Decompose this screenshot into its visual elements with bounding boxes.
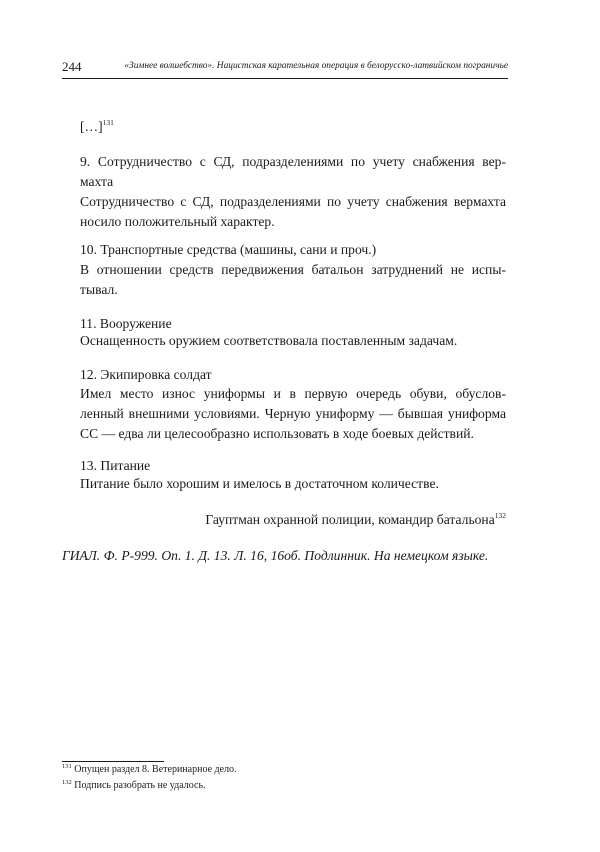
page-header	[62, 58, 508, 79]
archive-reference: ГИАЛ. Ф. Р-999. Оп. 1. Д. 13. Л. 16, 16об. Подлинник. На немецком языке.	[62, 548, 489, 563]
section-12-text	[80, 384, 506, 444]
section-9-text	[80, 192, 506, 232]
section-12-heading: 12. Экипировка солдат	[80, 367, 212, 382]
signature-line: Гауптман охранной полиции, командир батальона$^{132}$	[205, 511, 506, 527]
section-9-text-line: Сотрудничество с СД, подразделениями по учету снабжения вермахта	[80, 194, 506, 209]
section-9-heading	[80, 152, 506, 192]
footnote-ref-131[interactable]: 131	[102, 118, 114, 127]
section-10-text	[80, 260, 506, 300]
section-11-heading: 11. Вооружение	[80, 316, 172, 331]
footnote-separator	[62, 761, 164, 762]
section-10-text-line: тывал.	[80, 282, 118, 297]
footnote-ref-132[interactable]: 132	[494, 511, 506, 520]
section-9-text-line: носило положительный характер.	[80, 214, 275, 229]
page-number: 244	[62, 59, 82, 74]
section-10-heading: 10. Транспортные средства (машины, сани и проч.)	[80, 242, 377, 257]
section-9-heading-line: 9. Сотрудничество с СД, подразделениями по учету снабжения вер-	[80, 154, 506, 169]
omission-mark: […]$^{131}$	[80, 118, 114, 134]
footnote-131: $^{131}$ Опущен раздел 8. Ветеринарное дело.	[62, 763, 237, 775]
section-13-heading: 13. Питание	[80, 458, 151, 473]
running-title: «Зимнее волшебство». Нацистская карательная операция в белорусско-латвийском пограничье	[124, 61, 508, 71]
section-11-text: Оснащенность оружием соответствовала поставленным задачам.	[80, 333, 458, 348]
section-10-text-line: В отношении средств передвижения батальон затруднений не испы-	[80, 262, 506, 277]
section-12-text-line: СС — едва ли целесообразно использовать в ходе боевых действий.	[80, 426, 474, 441]
footnote-132: $^{132}$ Подпись разобрать не удалось.	[62, 779, 206, 791]
section-12-text-line: Имел место износ униформы и в первую очередь обуви, обуслов-	[80, 386, 506, 401]
section-9-heading-line: махта	[80, 174, 114, 189]
section-13-text: Питание было хорошим и имелось в достаточном количестве.	[80, 476, 439, 491]
section-12-text-line: ленный внешними условиями. Черную униформу — бывшая униформа	[80, 406, 506, 421]
